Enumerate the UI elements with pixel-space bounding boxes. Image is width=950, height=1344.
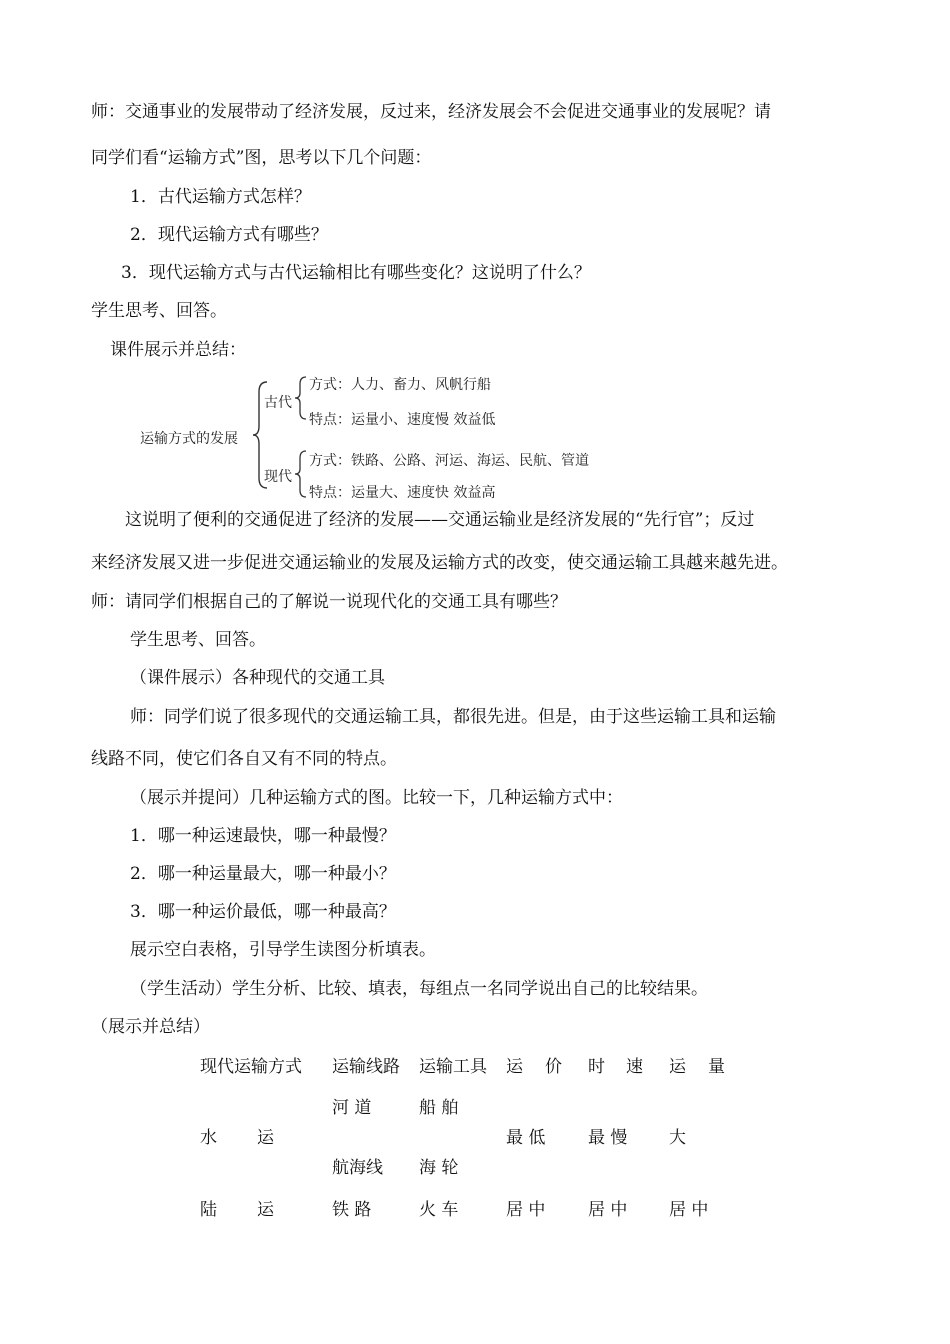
paragraph-show-summary: （展示并总结） [91, 1017, 210, 1037]
diagram-modern-label: 现代 [264, 469, 292, 485]
courseware-summary-label: 课件展示并总结： [110, 340, 246, 360]
land-tool: 火 车 [419, 1200, 459, 1220]
water-mode-a: 水 [200, 1128, 217, 1148]
water-tool-seaship: 海 轮 [419, 1158, 459, 1178]
paragraph-teacher-ask: 师：请同学们根据自己的了解说一说现代化的交通工具有哪些？ [91, 592, 567, 612]
paragraph-conclusion-2: 来经济发展又进一步促进交通运输业的发展及运输方式的改变，使交通运输工具越来越先进。 [91, 553, 788, 573]
student-answer-2: 学生思考、回答。 [130, 630, 266, 650]
question-speed: 1．哪一种运速最快，哪一种最慢？ [130, 826, 396, 846]
paragraph-teacher-comment-1: 师：同学们说了很多现代的交通运输工具，都很先进。但是，由于这些运输工具和运输 [130, 707, 776, 727]
header-volume-b: 量 [708, 1057, 725, 1077]
courseware-tools: （课件展示）各种现代的交通工具 [130, 668, 385, 688]
water-price: 最 低 [506, 1128, 546, 1148]
header-speed-b: 速 [626, 1057, 643, 1077]
question-volume: 2．哪一种运量最大，哪一种最小？ [130, 864, 396, 884]
diagram-root: 运输方式的发展 [140, 431, 238, 447]
paragraph-blank-table: 展示空白表格，引导学生读图分析填表。 [130, 940, 436, 960]
land-route: 铁 路 [332, 1200, 372, 1220]
student-answer: 学生思考、回答。 [91, 301, 227, 321]
water-tool-ship: 船 舶 [419, 1098, 459, 1118]
header-mode: 现代运输方式 [200, 1057, 302, 1077]
header-price-a: 运 [506, 1057, 523, 1077]
paragraph-student-activity: （学生活动）学生分析、比较、填表，每组点一名同学说出自己的比较结果。 [130, 979, 708, 999]
diagram-modern-feature: 特点：运量大、速度快 效益高 [309, 485, 496, 501]
header-volume-a: 运 [669, 1057, 686, 1077]
question-1: 1．古代运输方式怎样？ [130, 187, 311, 207]
land-mode-a: 陆 [200, 1200, 217, 1220]
question-3: 3．现代运输方式与古代运输相比有哪些变化？这说明了什么？ [121, 263, 591, 283]
paragraph-teacher-question: 师：交通事业的发展带动了经济发展，反过来，经济发展会不会促进交通事业的发展呢？请 [91, 102, 771, 122]
question-price: 3．哪一种运价最低，哪一种最高？ [130, 902, 396, 922]
land-speed: 居 中 [588, 1200, 628, 1220]
header-tool: 运输工具 [419, 1057, 487, 1077]
land-price: 居 中 [506, 1200, 546, 1220]
diagram-modern-mode: 方式：铁路、公路、河运、海运、民航、管道 [309, 453, 589, 469]
question-2: 2．现代运输方式有哪些？ [130, 225, 328, 245]
water-route-sea: 航海线 [332, 1158, 383, 1178]
water-volume: 大 [669, 1128, 686, 1148]
paragraph-teacher-comment-2: 线路不同，使它们各自又有不同的特点。 [91, 749, 397, 769]
header-route: 运输线路 [332, 1057, 400, 1077]
land-mode-b: 运 [257, 1200, 274, 1220]
water-mode-b: 运 [257, 1128, 274, 1148]
header-price-b: 价 [545, 1057, 562, 1077]
diagram-modern-brace [294, 450, 308, 498]
land-volume: 居 中 [669, 1200, 709, 1220]
paragraph-show-ask: （展示并提问）几种运输方式的图。比较一下，几种运输方式中： [130, 788, 623, 808]
water-speed: 最 慢 [588, 1128, 628, 1148]
diagram-ancient-mode: 方式：人力、畜力、风帆行船 [309, 377, 491, 393]
diagram-ancient-brace [294, 376, 308, 420]
water-route-river: 河 道 [332, 1098, 372, 1118]
diagram-ancient-label: 古代 [264, 395, 292, 411]
header-speed-a: 时 [588, 1057, 605, 1077]
paragraph-conclusion-1: 这说明了便利的交通促进了经济的发展——交通运输业是经济发展的“先行官”；反过 [125, 510, 755, 530]
diagram-ancient-feature: 特点：运量小、速度慢 效益低 [309, 412, 496, 428]
paragraph-instruction: 同学们看“运输方式”图，思考以下几个问题： [91, 148, 432, 168]
